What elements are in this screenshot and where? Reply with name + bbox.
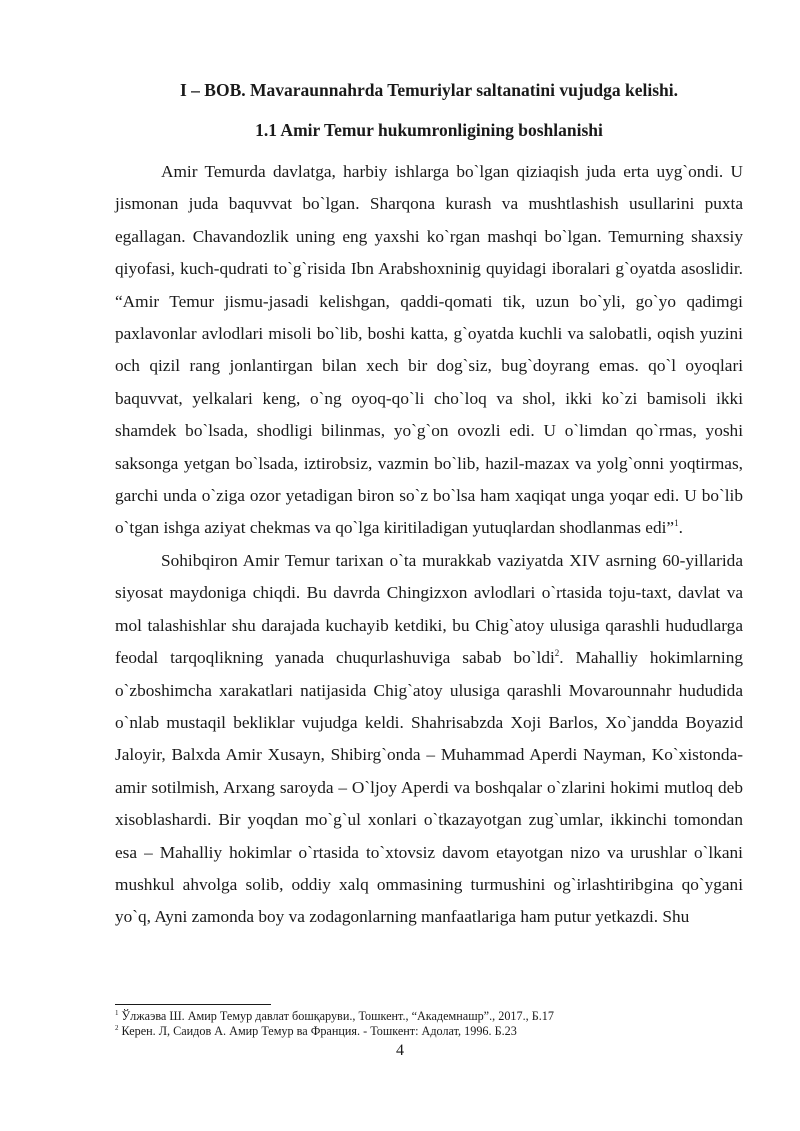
footnotes <box>115 1004 743 1039</box>
footnote-1-text: Ўлжаэва Ш. Амир Темур давлат бошқаруви., Тошкент., “Академнашр”., 2017., Б.17 <box>121 1009 554 1023</box>
footnote-2-text: Керен. Л, Саидов А. Амир Темур ва Франция. - Тошкент: Адолат, 1996. Б.23 <box>121 1024 517 1038</box>
footnote-ref-2: 2 <box>554 648 560 659</box>
paragraph-2 <box>115 545 743 934</box>
footnote-1 <box>115 1009 743 1024</box>
page-number: 4 <box>396 1042 404 1059</box>
paragraph-1-end: . <box>678 518 683 538</box>
paragraph-2-text-b: . Mahalliy hokimlarning o`zboshimcha xarakatlari natijasida Chig`atoy ulusiga qarashli Movarounnahr hududida o`nlab mustaqil bekliklar vujudga keldi. Shahrisabzda Xoji Barlos, Xo`jandda Boyazid Jaloyir, Balxda Amir Xusayn, Shibirg`onda – Muhammad Aperdi Nayman, Ko`xistonda-amir sotilmish, Arxang saroyda – O`ljoy Aperdi va boshqalar o`zlarini hokimi mutloq deb xisoblashardi. Bir yoqdan mo`g`ul xonlari o`tkazayotgan zug`umlar, ikkinchi tomondan esa – Mahalliy hokimlar o`rtasida to`xtovsiz davom etayotgan nizo va urushlar o`lkani mushkul ahvolga solib, oddiy xalq ommasining turmushini og`irlashtiribgina qo`ygani yo`q, Ayni zamonda boy va zodagonlarning manfaatlariga ham putur yetkazdi. Shu <box>115 648 744 927</box>
footnote-2-mark: 2 <box>115 1023 119 1032</box>
paragraph-1 <box>115 156 743 545</box>
footnote-divider <box>115 1004 271 1005</box>
page-body <box>115 70 743 934</box>
chapter-title: I – BOB. Mavaraunnahrda Temuriylar saltanatini vujudga kelishi. <box>179 80 679 100</box>
footnote-1-mark: 1 <box>115 1008 119 1017</box>
paragraph-1-text: Amir Temurda davlatga, harbiy ishlarga bo`lgan qiziaqish juda erta uyg`ondi. U jismonan juda baquvvat bo`lgan. Sharqona kurash va mushtlashish usullarini puxta egallagan. Chavandozlik uning eng yaxshi ko`rgan mashqi bo`lgan. Temurning shaxsiy qiyofasi, kuch-qudrati to`g`risida Ibn Arabshoxninig quyidagi iboralari g`oyatda asoslidir. “Amir Temur jismu-jasadi kelishgan, qaddi-qomati tik, uzun bo`yli, go`yo qadimgi paxlavonlar avlodlari misoli bo`lib, boshi katta, g`oyatda kuchli va salobatli, oqish yuzini och qizil rang jonlantirgan bilan xech bir dog`siz, bug`doyrang emas. qo`l oyoqlari baquvvat, yelkalari keng, o`ng oyoq-qo`li cho`loq va shol, ikki ko`zi bamisoli ikki shamdek bo`lsada, shodligi bilinmas, yo`g`on ovozli edi. U o`limdan qo`rmas, yoshi saksonga yetgan bo`lsada, iztirobsiz, vazmin bo`lib, hazil-mazax va yolg`onni yoqtirmas, garchi unda o`ziga ozor yetadigan biron so`z bo`lsa ham xaqiqat unga yoqar edi. U bo`lib o`tgan ishga aziyat chekmas va qo`lga kiritiladigan yutuqlardan shodlanmas edi” <box>115 162 743 538</box>
section-title: 1.1 Amir Temur hukumronligining boshlanishi <box>255 120 603 140</box>
footnote-ref-1: 1 <box>674 518 679 529</box>
paragraph-2-text-a: Sohibqiron Amir Temur tarixan o`ta murakkab vaziyatda XIV asrning 60-yillarida siyosat maydoniga chiqdi. Bu davrda Chingizxon avlodlari o`rtasida toju-taxt, davlat va mol talashishlar shu darajada kuchayib ketdiki, bu Chig`atoy ulusiga qarashli hududlarga feodal tarqoqlikning yanada chuqurlashuviga sabab bo`ldi <box>115 550 743 668</box>
footnote-2 <box>115 1024 743 1039</box>
